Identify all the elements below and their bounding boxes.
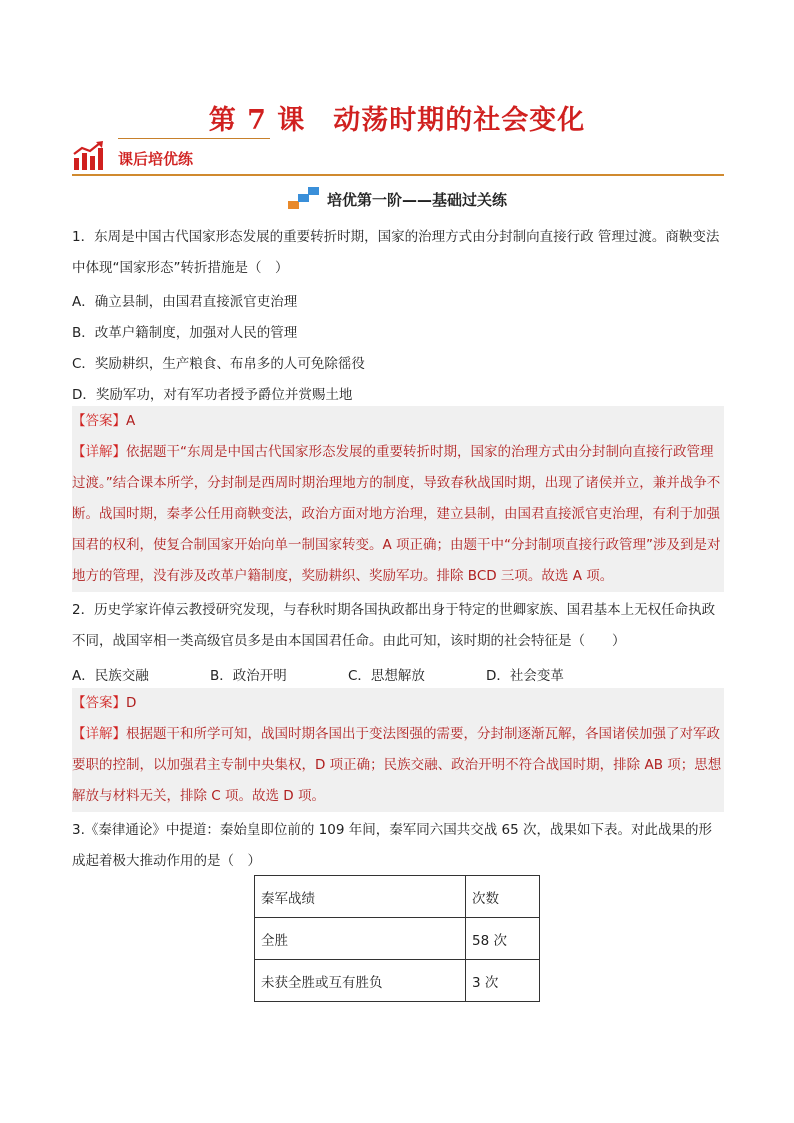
table-cell: 3 次 [466,960,540,1002]
section-label: 课后培优练 [118,150,194,168]
section-header [72,136,724,178]
q2-stem: 2．历史学家许倬云教授研究发现，与春秋时期各国执政都出身于特定的世卿家族、国君基本上无权任命执政不同，战国宰相一类高级官员多是由本国国君任命。由此可知，该时期的社会特征是（ ） [72,602,716,649]
q2-option-c: C．思想解放 [348,668,425,684]
q2-answer: 【答案】D [72,695,137,711]
q1-answer-box [72,406,724,592]
growth-chart-icon [72,140,106,172]
q1-answer: 【答案】A [72,413,136,429]
q3-stem: 3.《秦律通论》中提道：秦始皇即位前的 109 年间，秦军同六国共交战 65 次，战果如下表。对此战果的形成起着极大推动作用的是（ ） [72,822,712,869]
battle-record-table [254,875,540,1002]
stairs-icon [287,186,321,210]
q1-option-c: C．奖励耕织，生产粮食、布帛多的人可免除徭役 [72,356,365,372]
q2-detail: 【详解】根据题干和所学可知，战国时期各国出于变法图强的需要，分封制逐渐瓦解，各国诸侯加强了对军政要职的控制，以加强君主专制中央集权，D 项正确；民族交融、政治开明不符合战国时期，排除 AB 项；思想解放与材料无关，排除 C 项。故选 D 项。 [72,726,722,804]
stage-heading-text: 培优第一阶——基础过关练 [326,191,507,209]
table-header-cell: 秦军战绩 [255,876,466,918]
q2-option-a: A．民族交融 [72,668,149,684]
page-title: 第 7 课 动荡时期的社会变化 [208,105,586,136]
table-header-row [255,876,540,918]
q1-stem: 1．东周是中国古代国家形态发展的重要转折时期，国家的治理方式由分封制向直接行政 管理过渡。商鞅变法中体现“国家形态”转折措施是（ ） [72,229,720,276]
q1-option-d: D．奖励军功，对有军功者授予爵位并赏赐土地 [72,387,353,403]
q1-option-a: A．确立县制，由国君直接派官吏治理 [72,294,298,310]
q1-option-b: B．改革户籍制度，加强对人民的管理 [72,325,298,341]
q1-detail: 【详解】依据题干“东周是中国古代国家形态发展的重要转折时期，国家的治理方式由分封制向直接行政管理过渡。”结合课本所学，分封制是西周时期治理地方的制度，导致春秋战国时期，出现了诸侯并立，兼并战争不断。战国时期，秦孝公任用商鞅变法，政治方面对地方治理，建立县制，由国君直接派官吏治理，有利于加强国君的权利，使复合制国家开始向单一制国家转变。A 项正确；由题干中“分封制项直接行政管理”涉及到是对地方的管理，没有涉及改革户籍制度，奖励耕织、奖励军功。排除 BCD 三项。故选 A 项。 [72,444,721,584]
stage-heading [0,186,794,210]
table-cell: 未获全胜或互有胜负 [255,960,466,1002]
table-row [255,918,540,960]
table-header-cell: 次数 [466,876,540,918]
q2-option-b: B．政治开明 [210,668,287,684]
q2-option-d: D．社会变革 [486,668,564,684]
q2-answer-box [72,688,724,812]
table-row [255,960,540,1002]
header-overline [118,138,270,139]
table-cell: 58 次 [466,918,540,960]
table-cell: 全胜 [255,918,466,960]
header-divider [72,174,724,176]
